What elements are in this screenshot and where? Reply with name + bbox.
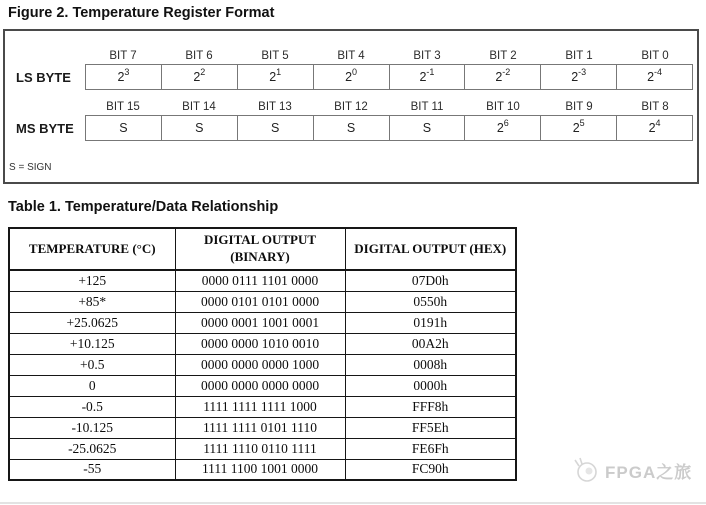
register-cells-line (8, 115, 697, 141)
temperature-cell: -10.125 (9, 417, 175, 438)
bit-position-label: BIT 6 (185, 50, 213, 62)
bit-value-cell: $2^4$ (616, 116, 692, 140)
table-row (9, 312, 516, 333)
temperature-cell: +10.125 (9, 333, 175, 354)
bit-value-cell: $2^2$ (161, 65, 237, 89)
bit-value-cell: S (313, 116, 389, 140)
bit-position-label: BIT 14 (182, 101, 216, 113)
hex-output-cell: FFF8h (345, 396, 516, 417)
temperature-cell: -0.5 (9, 396, 175, 417)
bit-value-cell: $2^1$ (237, 65, 313, 89)
table-row (9, 459, 516, 480)
bit-value-cell: $2^0$ (313, 65, 389, 89)
bit-value-cell: $2^{-1}$ (389, 65, 465, 89)
temperature-header: TEMPERATURE (°C) (9, 228, 175, 270)
watermark-text: FPGA之旅 (605, 462, 693, 482)
table-row (9, 270, 516, 291)
temperature-cell: +25.0625 (9, 312, 175, 333)
bit-value-cell: $2^6$ (464, 116, 540, 140)
bit-position-labels (85, 50, 693, 64)
bit-value-cell: $2^{-3}$ (540, 65, 616, 89)
bit-value-cell: $2^{-4}$ (616, 65, 692, 89)
bit-position-label: BIT 5 (261, 50, 289, 62)
table-row (9, 438, 516, 459)
bit-position-labels (85, 101, 693, 115)
hex-output-cell: FC90h (345, 459, 516, 480)
binary-output-cell: 0000 0111 1101 0000 (175, 270, 345, 291)
temperature-cell: -25.0625 (9, 438, 175, 459)
bit-value-cells (85, 115, 693, 141)
hex-output-header: DIGITAL OUTPUT (HEX) (345, 228, 516, 270)
register-format-figure (3, 29, 699, 184)
temperature-cell: +85* (9, 291, 175, 312)
table-header (9, 228, 516, 270)
temperature-cell: +0.5 (9, 354, 175, 375)
register-rows (5, 31, 697, 182)
register-name: LS BYTE (16, 69, 71, 85)
binary-output-cell: 0000 0000 1010 0010 (175, 333, 345, 354)
table-title: Table 1. Temperature/Data Relationship (8, 199, 279, 215)
table-row (9, 291, 516, 312)
table-body (9, 270, 516, 480)
hex-output-cell: FE6Fh (345, 438, 516, 459)
register-row-ms-byte (8, 101, 697, 141)
sign-note: S = SIGN (9, 162, 52, 173)
figure-title: Figure 2. Temperature Register Format (8, 5, 275, 21)
bit-value-cell: S (237, 116, 313, 140)
temperature-cell: -55 (9, 459, 175, 480)
bit-value-cells (85, 64, 693, 90)
bit-position-label: BIT 8 (641, 101, 669, 113)
bit-position-label: BIT 15 (106, 101, 140, 113)
register-row-ls-byte (8, 50, 697, 90)
table-row (9, 354, 516, 375)
bit-position-label: BIT 3 (413, 50, 441, 62)
table-row (9, 375, 516, 396)
temperature-cell: 0 (9, 375, 175, 396)
binary-output-header: DIGITAL OUTPUT (BINARY) (175, 228, 345, 270)
bit-position-label: BIT 13 (258, 101, 292, 113)
binary-output-cell: 0000 0000 0000 1000 (175, 354, 345, 375)
bit-value-cell: $2^3$ (117, 66, 130, 84)
bit-value-cell: $2^{-2}$ (464, 65, 540, 89)
bit-value-cell: S (119, 121, 128, 135)
temperature-cell: +125 (9, 270, 175, 291)
bit-position-label: BIT 11 (410, 101, 444, 113)
table-row (9, 333, 516, 354)
bit-position-label: BIT 1 (565, 50, 593, 62)
hex-output-cell: 0000h (345, 375, 516, 396)
binary-output-cell: 0000 0000 0000 0000 (175, 375, 345, 396)
binary-output-cell: 1111 1111 0101 1110 (175, 417, 345, 438)
hex-output-cell: 07D0h (345, 270, 516, 291)
bit-value-cell: S (389, 116, 465, 140)
bit-position-label: BIT 10 (486, 101, 520, 113)
fpga-journey-logo-icon (572, 455, 600, 485)
register-cells-line (8, 64, 697, 90)
table-header-row (9, 228, 516, 270)
binary-output-cell: 0000 0001 1001 0001 (175, 312, 345, 333)
hex-output-cell: 0008h (345, 354, 516, 375)
bit-position-label: BIT 9 (565, 101, 593, 113)
table-row (9, 417, 516, 438)
bit-position-label: BIT 0 (641, 50, 669, 62)
bit-value-cell: S (161, 116, 237, 140)
bit-position-label: BIT 4 (337, 50, 365, 62)
binary-output-cell: 1111 1111 1111 1000 (175, 396, 345, 417)
hex-output-cell: FF5Eh (345, 417, 516, 438)
hex-output-cell: 0191h (345, 312, 516, 333)
bit-position-label: BIT 12 (334, 101, 368, 113)
binary-output-cell: 0000 0101 0101 0000 (175, 291, 345, 312)
watermark (572, 455, 692, 485)
hex-output-cell: 00A2h (345, 333, 516, 354)
bit-value-cell: $2^5$ (540, 116, 616, 140)
bit-position-label: BIT 7 (109, 50, 137, 62)
bit-position-label: BIT 2 (489, 50, 517, 62)
temperature-data-table (8, 227, 517, 481)
bottom-edge-line (0, 502, 706, 504)
hex-output-cell: 0550h (345, 291, 516, 312)
binary-output-cell: 1111 1110 0110 1111 (175, 438, 345, 459)
table-row (9, 396, 516, 417)
register-name: MS BYTE (16, 120, 74, 136)
binary-output-cell: 1111 1100 1001 0000 (175, 459, 345, 480)
